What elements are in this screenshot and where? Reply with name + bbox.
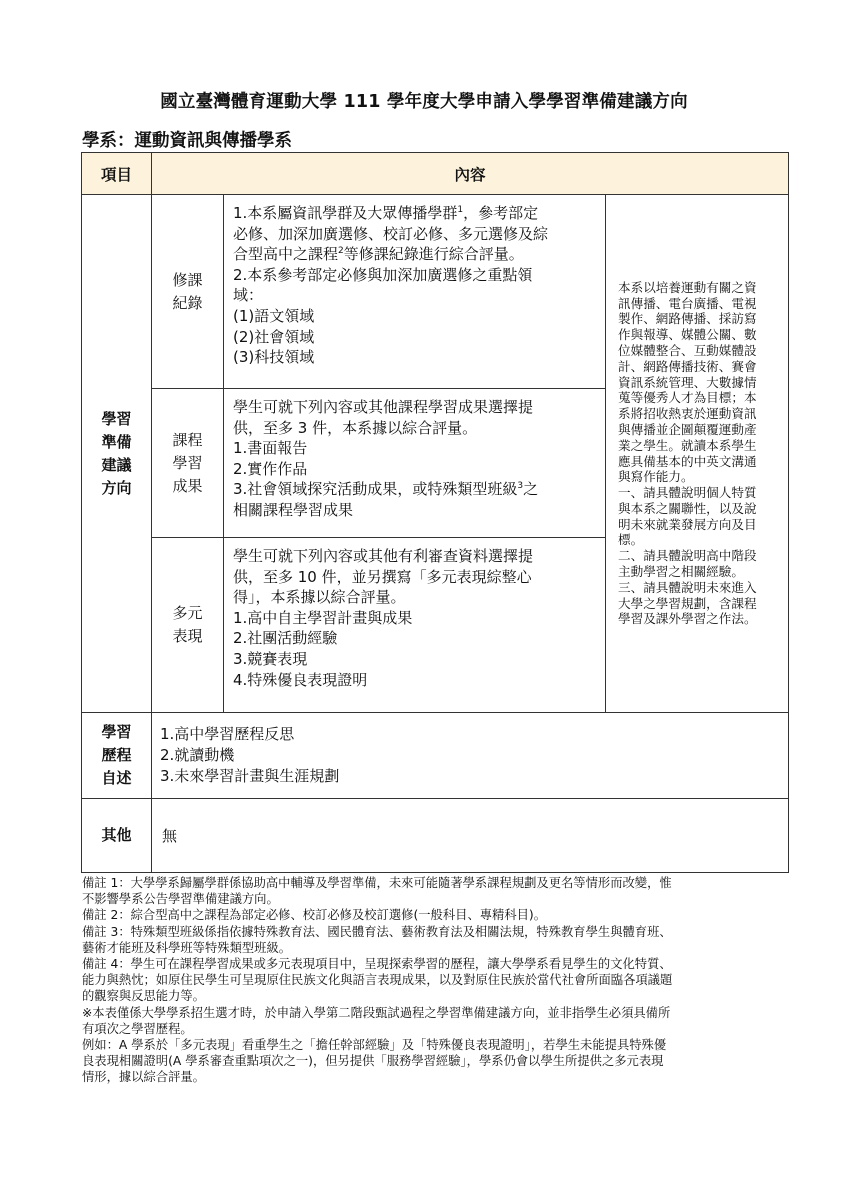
reflection-content: 1.高中學習歷程反思 2.就讀動機 3.未來學習計畫與生涯規劃 xyxy=(152,713,789,799)
diverse-content: 學生可就下列內容或其他有利審查資料選擇提 供，至多 10 件，並另撰寫「多元表現綜整心 得」，本系據以綜合評量。 1.高中自主學習計畫與成果 2.社團活動經驗 3.競賽表現 4.特殊優良表現證明 xyxy=(224,538,606,713)
table-row xyxy=(82,799,789,873)
reflection-label: 學習 歷程 自述 xyxy=(82,713,152,799)
page-title: 國立臺灣體育運動大學 111 學年度大學申請入學學習準備建議方向 xyxy=(160,92,688,112)
header-content: 內容 xyxy=(152,153,789,195)
footnotes: 備註 1：大學學系歸屬學群係協助高中輔導及學習準備，未來可能隨著學系課程規劃及更名等情形而改變，惟 不影響學系公告學習準備建議方向。 備註 2：綜合型高中之課程為部定必修、校訂必修及校訂選修(一般科目、專精科目)。 備註 3：特殊類型班級係指依據特殊教育法、國民體育法、藝術教育法及相關法規，特殊教育學生與體育班、 藝術才能班及科學班等特殊類型班級。 備註 4：學生可在課程學習成果或多元表現項目中，呈現探索學習的歷程，讓大學學系看見學生的文化特質、 能力與熱忱；如原住民學生可呈現原住民族文化與語言表現成果，以及對原住民族於當代社會所面臨各項議題 的觀察與反思能力等。 ※本表僅係大學學系招生選才時，於申請入學第二階段甄試過程之學習準備建議方向，並非指學生必須具備所 有項次之學習歷程。 例如：A 學系於「多元表現」看重學生之「擔任幹部經驗」及「特殊優良表現證明」，若學生未能提具特殊優 良表現相關證明(A 學系審查重點項次之一)，但另提供「服務學習經驗」，學系仍會以學生所提供之多元表現 情形，據以綜合評量。 xyxy=(82,876,673,1085)
courses-content: 1.本系屬資訊學群及大眾傳播學群$^1$，參考部定 必修、加深加廣選修、校訂必修、多元選修及綜 合型高中之課程$^2$等修課紀錄進行綜合評量。 2.本系參考部定必修與加深加廣選修之重點領 域： (1)語文領域 (2)社會領域 (3)科技領域 xyxy=(224,195,606,389)
diverse-label: 多元 表現 xyxy=(152,538,224,713)
prep-label: 學習 準備 建議 方向 xyxy=(82,195,152,713)
table-header-row xyxy=(82,153,789,195)
results-label: 課程 學習 成果 xyxy=(152,389,224,538)
header-item: 項目 xyxy=(82,153,152,195)
table-row xyxy=(82,195,789,389)
courses-label: 修課 紀錄 xyxy=(152,195,224,389)
department-heading: 學系：運動資訊與傳播學系 xyxy=(82,131,292,151)
results-content: 學生可就下列內容或其他課程學習成果選擇提 供，至多 3 件，本系據以綜合評量。 1.書面報告 2.實作作品 3.社會領域探究活動成果，或特殊類型班級$^3$之 相關課程學習成果 xyxy=(224,389,606,538)
department-description: 本系以培養運動有關之資 訊傳播、電台廣播、電視 製作、網路傳播、採訪寫 作與報導、媒體公關、數 位媒體整合、互動媒體設 計、網路傳播技術、賽會 資訊系統管理、大數據情 蒐等優秀人才為目標；本 系將招收熱衷於運動資訊 與傳播並企圖顛覆運動產 業之學生。就讀本系學生 應具備基本的中英文溝通 與寫作能力。 一、請具體說明個人特質 與本系之關聯性，以及說 明未來就業發展方向及目 標。 二、請具體說明高中階段 主動學習之相關經驗。 三、請具體說明未來進入 大學之學習規劃，含課程 學習及課外學習之作法。 xyxy=(606,195,789,713)
prep-table xyxy=(81,152,789,873)
table-row xyxy=(82,713,789,799)
other-label: 其他 xyxy=(82,799,152,873)
other-value: 無 xyxy=(152,799,789,873)
